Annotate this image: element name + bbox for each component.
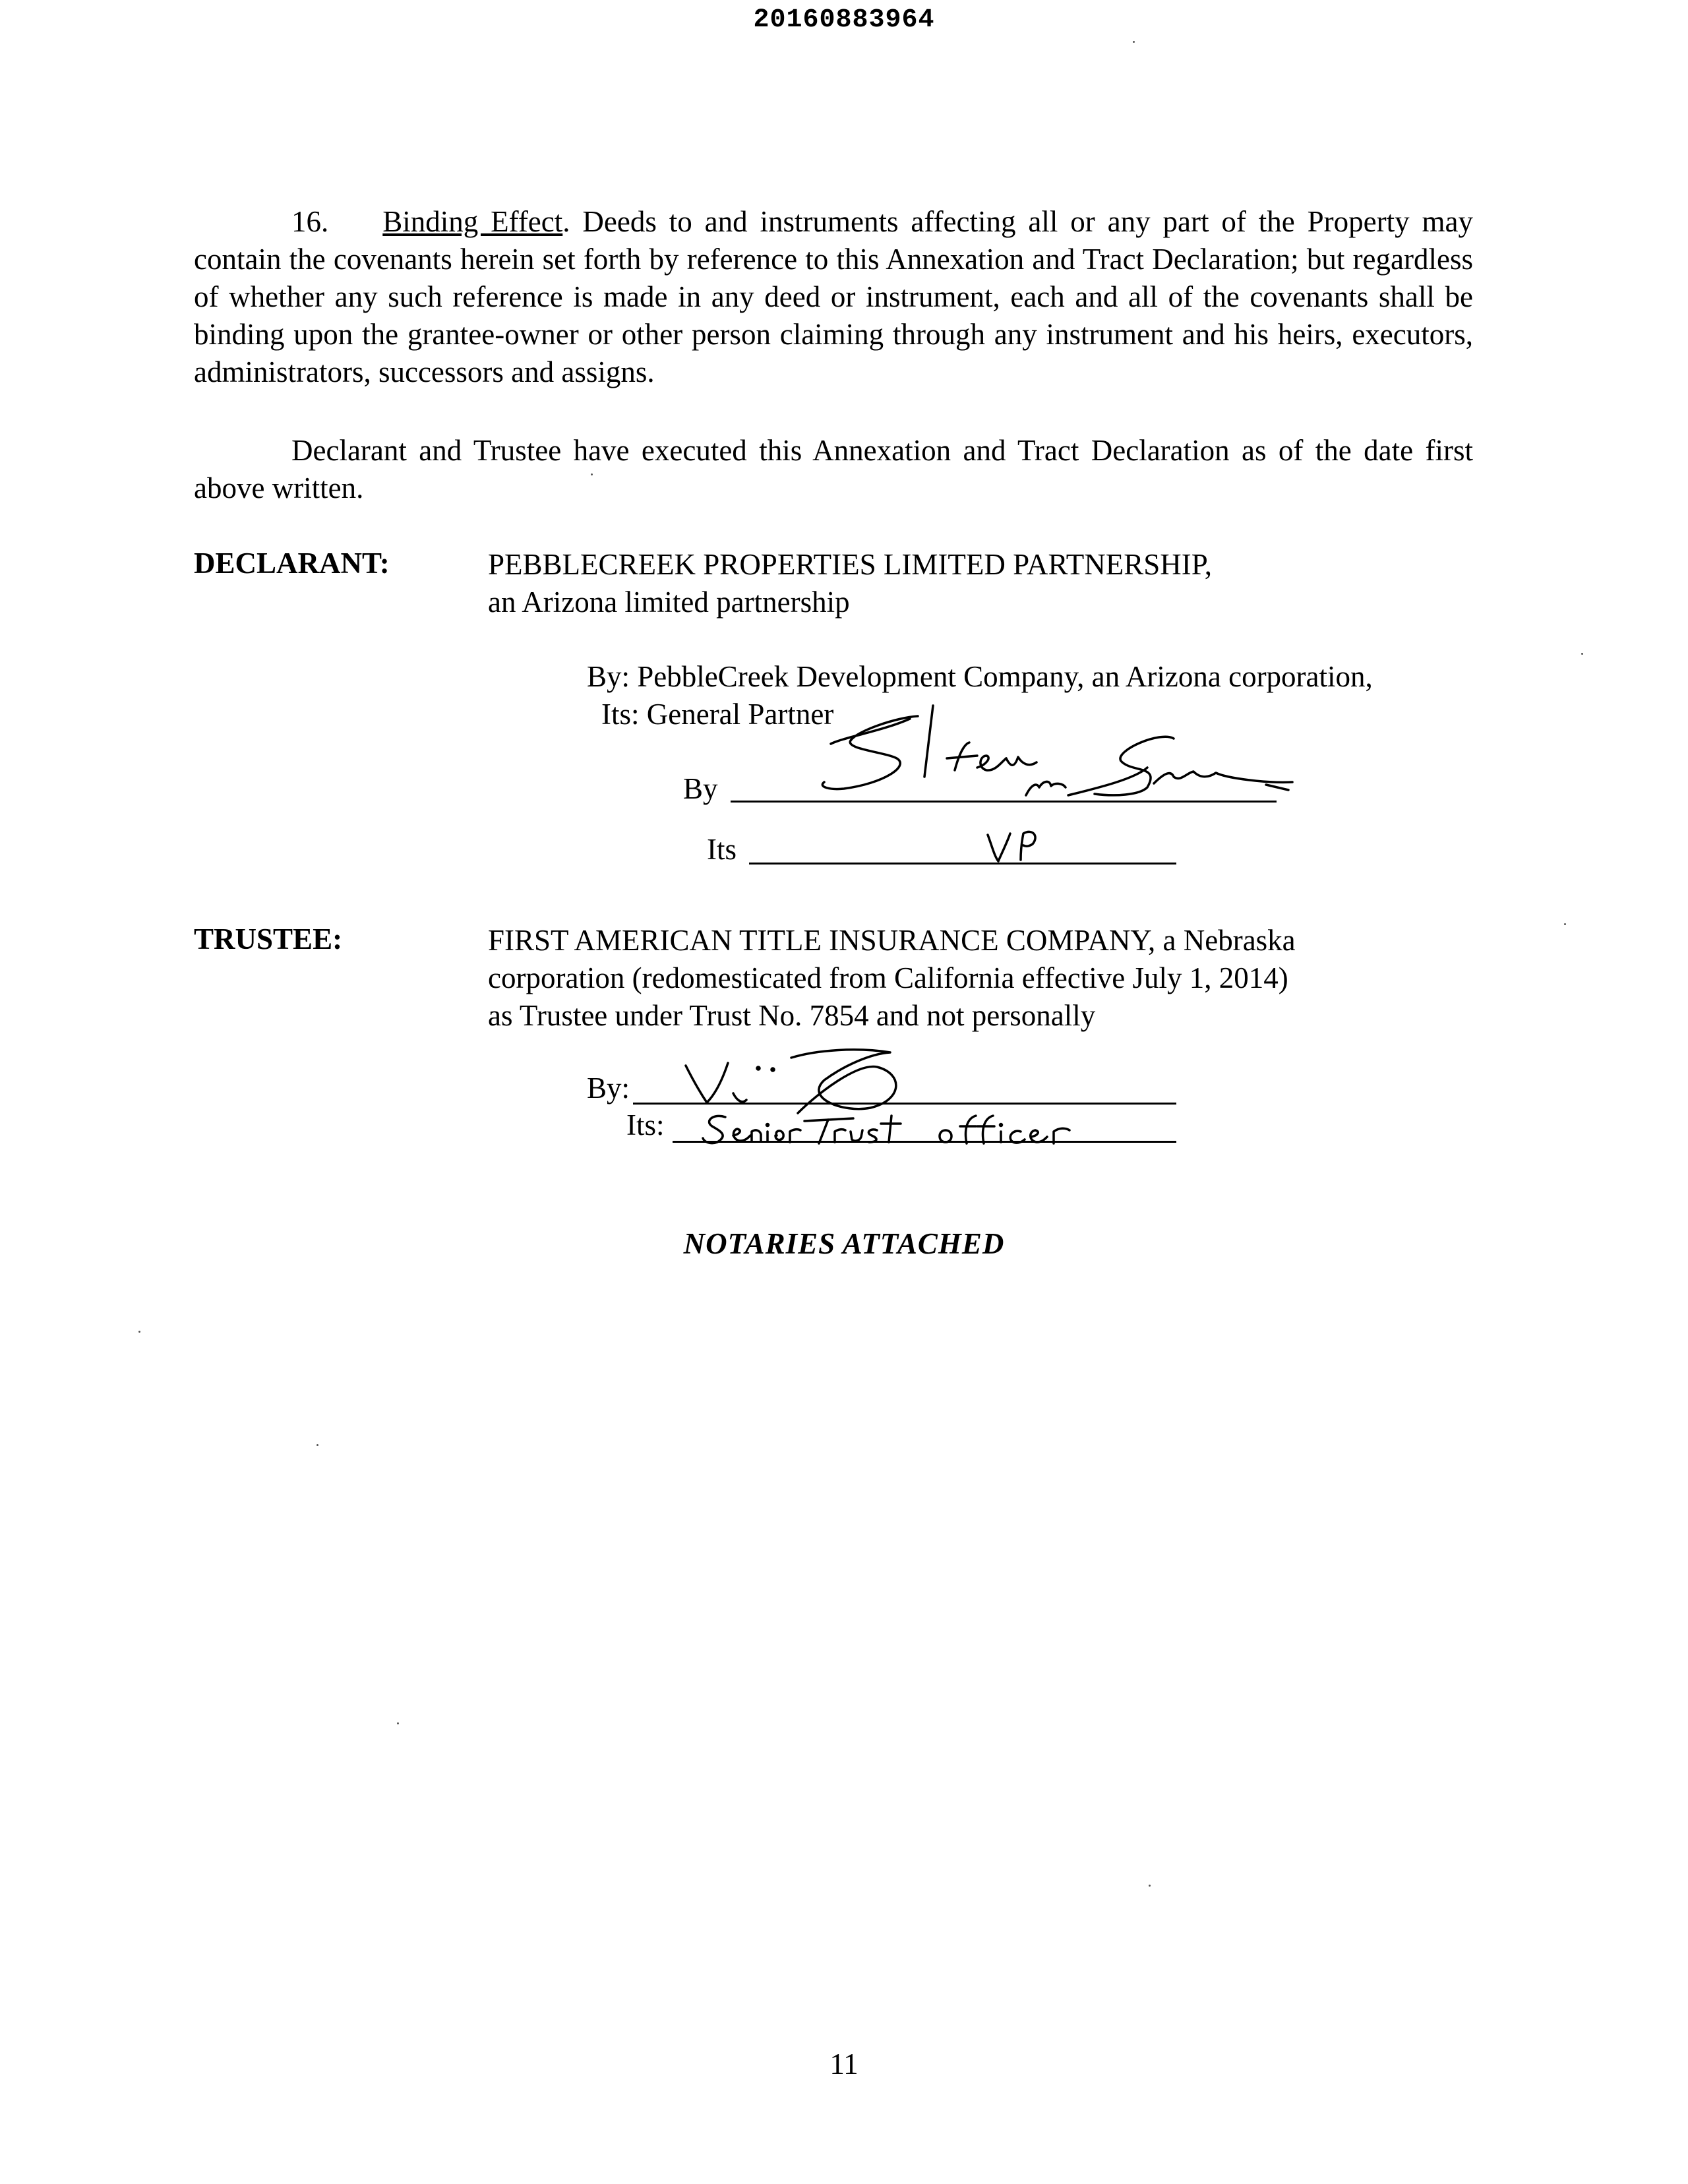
trustee-label: TRUSTEE: [194,923,343,956]
execution-paragraph [194,432,1473,507]
notaries-attached: NOTARIES ATTACHED [683,1227,1005,1260]
declarant-title-line [749,863,1176,864]
scan-speck [1581,653,1583,655]
trustee-by-label: By: [587,1072,630,1105]
section-16-binding-effect [194,203,1473,391]
declarant-description: an Arizona limited partnership [488,586,850,619]
scan-speck [591,473,593,475]
declarant-signature-by-label: By [683,772,718,805]
declarant-name: PEBBLECREEK PROPERTIES LIMITED PARTNERSHIP, [488,548,1213,581]
trustee-line-2: corporation (redomesticated from California effective July 1, 2014) [488,961,1288,994]
declarant-its-line: Its: General Partner [601,698,834,731]
declarant-label: DECLARANT: [194,547,390,580]
trustee-block [488,922,1296,1035]
scan-speck [1564,923,1566,925]
declarant-by-line: By: PebbleCreek Development Company, an Arizona corporation, [587,660,1373,693]
recording-number: 20160883964 [753,5,935,35]
scan-speck [316,1444,318,1446]
section-body: . Deeds to and instruments affecting all or any part of the Property may contain the covenants herein set forth by reference to this Annexation and Tract Declaration; but regardless of whether any such reference is made in any deed or instrument, each and all of the covenants shall be binding upon the grantee-owner or other person claiming through any instrument and his heirs, executors, administrators, successors and assigns. [194,205,1473,388]
scan-speck [397,1722,399,1724]
declarant-block [488,546,1212,621]
scan-speck [138,1331,140,1333]
trustee-line-1: FIRST AMERICAN TITLE INSURANCE COMPANY, a Nebraska [488,924,1296,957]
trustee-its-label: Its: [626,1108,665,1141]
scan-speck [1133,41,1135,43]
section-number: 16. [291,205,329,238]
declarant-signature [804,704,1306,816]
execution-text: Declarant and Trustee have executed this Annexation and Tract Declaration as of the date first above written. [194,434,1473,504]
declarant-title-handwriting [982,822,1042,868]
trustee-line-3: as Trustee under Trust No. 7854 and not personally [488,999,1096,1032]
declarant-signature-its-label: Its [707,833,737,866]
trustee-title-handwriting [699,1104,1160,1150]
page-number: 11 [829,2048,859,2080]
section-heading: Binding Effect [382,205,563,238]
scan-speck [1149,1885,1151,1887]
